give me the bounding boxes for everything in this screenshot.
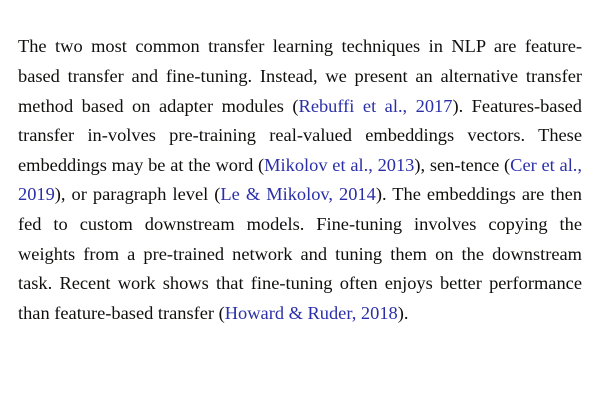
citation-link-howard-ruder[interactable]: Howard & Ruder, 2018 bbox=[224, 302, 398, 323]
body-paragraph bbox=[18, 32, 582, 328]
paragraph-text-6: ). bbox=[397, 302, 409, 323]
paragraph-text-3: ), sen-tence ( bbox=[414, 154, 511, 175]
paragraph-text-1: The two most common transfer learning techniques in NLP are feature-based transfer and fine-tuning. Instead, we present an alternative transfer method based on adapter modules ( bbox=[18, 36, 582, 116]
citation-link-rebuffi[interactable]: Rebuffi et al., 2017 bbox=[298, 95, 453, 116]
paragraph-text-4: ), or paragraph level ( bbox=[54, 184, 221, 205]
paragraph-text-2: ). Features-based transfer in-volves pre-training real-valued embeddings vectors. These embeddings may be at the word ( bbox=[18, 95, 582, 175]
paragraph-text-5: ). The embeddings are then fed to custom downstream models. Fine-tuning involves copying the weights from a pre-trained network and tuning them on the downstream task. Recent work shows that fine-tuning often enjoys better performance than feature-based transfer ( bbox=[18, 184, 583, 323]
citation-link-mikolov[interactable]: Mikolov et al., 2013 bbox=[264, 154, 415, 175]
citation-link-le-mikolov[interactable]: Le & Mikolov, 2014 bbox=[220, 184, 376, 205]
citation-link-cer[interactable]: Cer et al., 2019 bbox=[18, 154, 582, 205]
